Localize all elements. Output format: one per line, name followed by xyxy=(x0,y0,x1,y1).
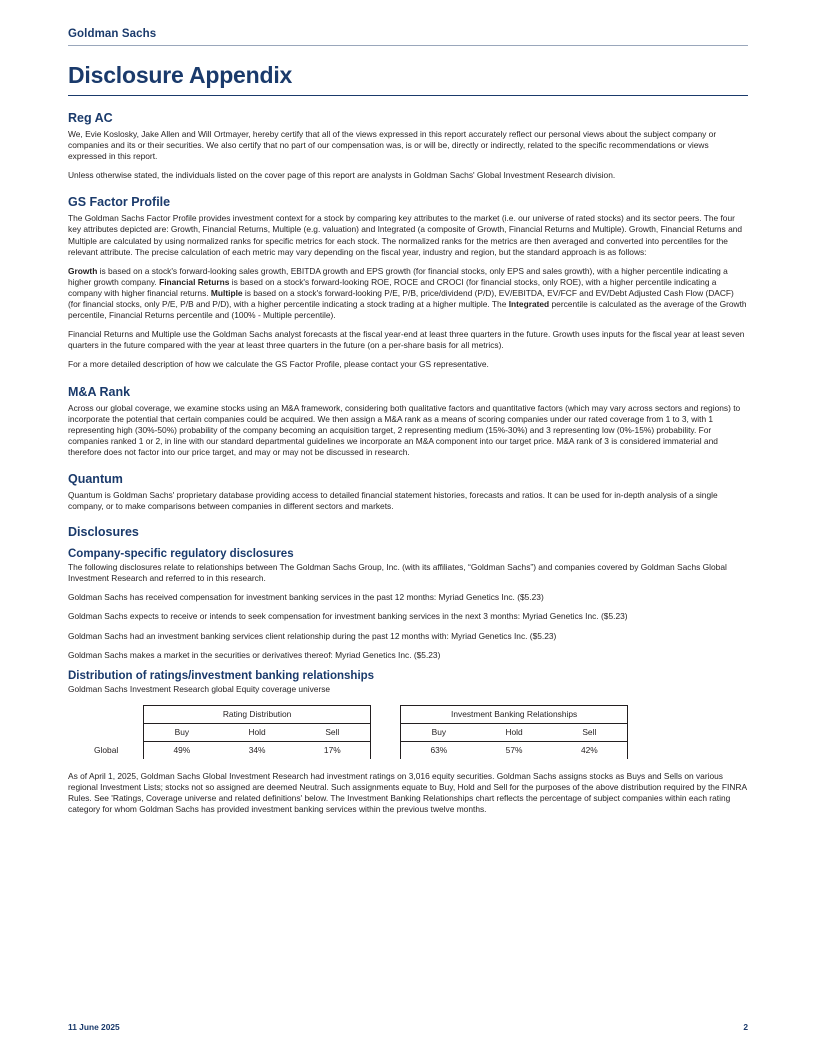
col-header-ib-buy: Buy xyxy=(401,723,477,741)
table-spacer xyxy=(370,723,400,741)
section-heading-quantum: Quantum xyxy=(68,471,123,486)
subsection-heading-distribution: Distribution of ratings/investment banking relationships xyxy=(68,669,375,682)
cell-ib-sell: 42% xyxy=(552,741,628,759)
table-group-header-row xyxy=(68,705,628,723)
table-spacer xyxy=(370,741,400,759)
header-divider xyxy=(68,45,748,46)
table-row xyxy=(68,741,628,759)
cell-rd-buy: 49% xyxy=(144,741,220,759)
reg-ac-paragraph-2: Unless otherwise stated, the individuals listed on the cover page of this report are analysts in Goldman Sachs' Global Investment Research division. xyxy=(68,170,616,181)
footer-page-number: 2 xyxy=(743,1022,748,1032)
group-header-rating-distribution: Rating Distribution xyxy=(144,705,371,723)
row-label-global: Global xyxy=(94,745,119,756)
col-header-rd-buy: Buy xyxy=(144,723,220,741)
factor-profile-paragraph-2: Growth is based on a stock's forward-looking sales growth, EBITDA growth and EPS growth (for financial stocks, only EPS and sales growth), with a higher percentile indicating a higher growth company. Financial Returns is based on a stock's forward-looking ROE, ROCE and CROCI (for financial stocks, only ROE), with a higher percentile indicating a company with higher financial returns. Multiple is based on a stock's forward-looking P/E, P/B, price/dividend (P/D), EV/EBITDA, EV/FCF and EV/Debt Adjusted Cash Flow (DACF) (for financial stocks, only P/E, P/B and P/D), with a higher percentile indicating a stock trading at a higher multiple. The Integrated percentile is calculated as the average of the Growth percentile, Financial Returns percentile and (100% - Multiple percentile). xyxy=(68,265,747,321)
footer-date: 11 June 2025 xyxy=(68,1022,120,1032)
cell-rd-hold: 34% xyxy=(248,745,266,756)
distribution-footnote: As of April 1, 2025, Goldman Sachs Global Investment Research had investment ratings on 3,016 equity securities. Goldman Sachs assigns stocks as Buys and Sells on various regional Investment Lists; stocks not so assigned are deemed Neutral. Such assignments equate to Buy, Hold and Sell for the purposes of the above distribution required by the FINRA Rules. See 'Ratings, Coverage universe and related definitions' below. The Investment Banking Relationships chart reflects the percentage of subject companies within each rating category for whom Goldman Sachs has provided investment banking services within the previous twelve months. xyxy=(68,770,747,815)
quantum-paragraph-1: Quantum is Goldman Sachs' proprietary database providing access to detailed financial statement histories, forecasts and ratios. It can be used for in-depth analysis of a single company, or to make comparisons between companies in different sectors and markets. xyxy=(68,489,718,512)
company-specific-item: Goldman Sachs has received compensation for investment banking services in the past 12 months: Myriad Genetics Inc. ($5.23) xyxy=(68,592,544,603)
section-heading-ma-rank: M&A Rank xyxy=(68,384,131,399)
table-spacer xyxy=(370,705,400,723)
brand-name: Goldman Sachs xyxy=(68,28,157,40)
title-divider xyxy=(68,95,748,96)
col-header-ib-hold: Hold xyxy=(476,723,551,741)
cell-ib-hold: 57% xyxy=(505,745,523,756)
group-header-banking-relationships: Investment Banking Relationships xyxy=(401,705,628,723)
section-heading-reg-ac: Reg AC xyxy=(68,111,113,125)
company-specific-item: Goldman Sachs had an investment banking services client relationship during the past 12 months with: Myriad Genetics Inc. ($5.23) xyxy=(68,630,557,641)
section-heading-disclosures: Disclosures xyxy=(68,525,139,540)
col-header-ib-sell: Sell xyxy=(552,723,628,741)
table-empty-cell xyxy=(68,723,144,741)
subsection-heading-company-specific: Company-specific regulatory disclosures xyxy=(68,548,294,561)
factor-profile-paragraph-4: For a more detailed description of how we calculate the GS Factor Profile, please contact your GS representative. xyxy=(68,359,489,370)
factor-profile-paragraph-3: Financial Returns and Multiple use the Goldman Sachs analyst forecasts at the fiscal year-end at least three quarters in the future. Growth uses inputs for the fiscal year at least seven quarters in the future compared with the year at least three quarters in the future (on a per-share basis for all metrics). xyxy=(68,329,745,351)
ratings-distribution-table-wrapper xyxy=(68,705,628,759)
cell-ib-buy: 63% xyxy=(401,741,477,759)
section-heading-gs-factor-profile: GS Factor Profile xyxy=(68,195,171,210)
distribution-subheading: Goldman Sachs Investment Research global Equity coverage universe xyxy=(68,683,331,694)
company-specific-item: Goldman Sachs expects to receive or intends to seek compensation for investment banking services in the next 3 months: Myriad Genetics Inc. ($5.23) xyxy=(68,611,628,622)
ratings-distribution-table xyxy=(68,705,628,759)
page-title: Disclosure Appendix xyxy=(68,62,293,88)
factor-profile-paragraph-1: The Goldman Sachs Factor Profile provides investment context for a stock by comparing key attributes to the market (i.e. our universe of rated stocks) and its sector peers. The four key attributes depicted are: Growth, Financial Returns, Multiple (e.g. valuation) and Integrated (a composite of Growth, Financial Returns and Multiple). Growth, Financial Returns and Multiple are calculated by using normalized ranks for specific metrics for each stock. The normalized ranks for the metrics are then averaged and converted into percentiles for the relevant attribute. The precise calculation of each metric may vary depending on the fiscal year, industry and region, but the standard approach is as follows: xyxy=(68,213,743,257)
table-column-header-row xyxy=(68,723,628,741)
col-header-rd-sell: Sell xyxy=(295,723,371,741)
table-corner-cell xyxy=(68,705,144,723)
page-footer xyxy=(68,1022,748,1032)
ma-rank-paragraph-1: Across our global coverage, we examine stocks using an M&A framework, considering both qualitative factors and quantitative factors (which may vary across sectors and regions) to incorporate the potential that certain companies could be acquired. We then assign a M&A rank as a means of scoring companies under our rated coverage from 1 to 3, with 1 representing high (30%-50%) probability of the company becoming an acquisition target, 2 representing medium (15%-30%) and 3 representing low (0%-15%) probability. For companies ranked 1 or 2, in line with our standard departmental guidelines we incorporate an M&A component into our target price. M&A rank of 3 is considered immaterial and therefore does not factor into our price target, and may or may not be discussed in research. xyxy=(68,402,741,457)
cell-rd-sell: 17% xyxy=(295,741,371,759)
reg-ac-paragraph-1: We, Evie Koslosky, Jake Allen and Will Ortmayer, hereby certify that all of the views expressed in this report accurately reflect our personal views about the subject company or companies and its or their securities. We also certify that no part of our compensation was, is or will be, directly or indirectly, related to the specific recommendations or views expressed in this report. xyxy=(68,129,717,162)
company-specific-item: Goldman Sachs makes a market in the securities or derivatives thereof: Myriad Genetics Inc. ($5.23) xyxy=(68,649,441,660)
col-header-rd-hold: Hold xyxy=(219,723,294,741)
company-specific-intro: The following disclosures relate to relationships between The Goldman Sachs Group, Inc. (with its affiliates, “Goldman Sachs”) and companies covered by Goldman Sachs Global Investment Research and referred to in this research. xyxy=(68,562,727,584)
